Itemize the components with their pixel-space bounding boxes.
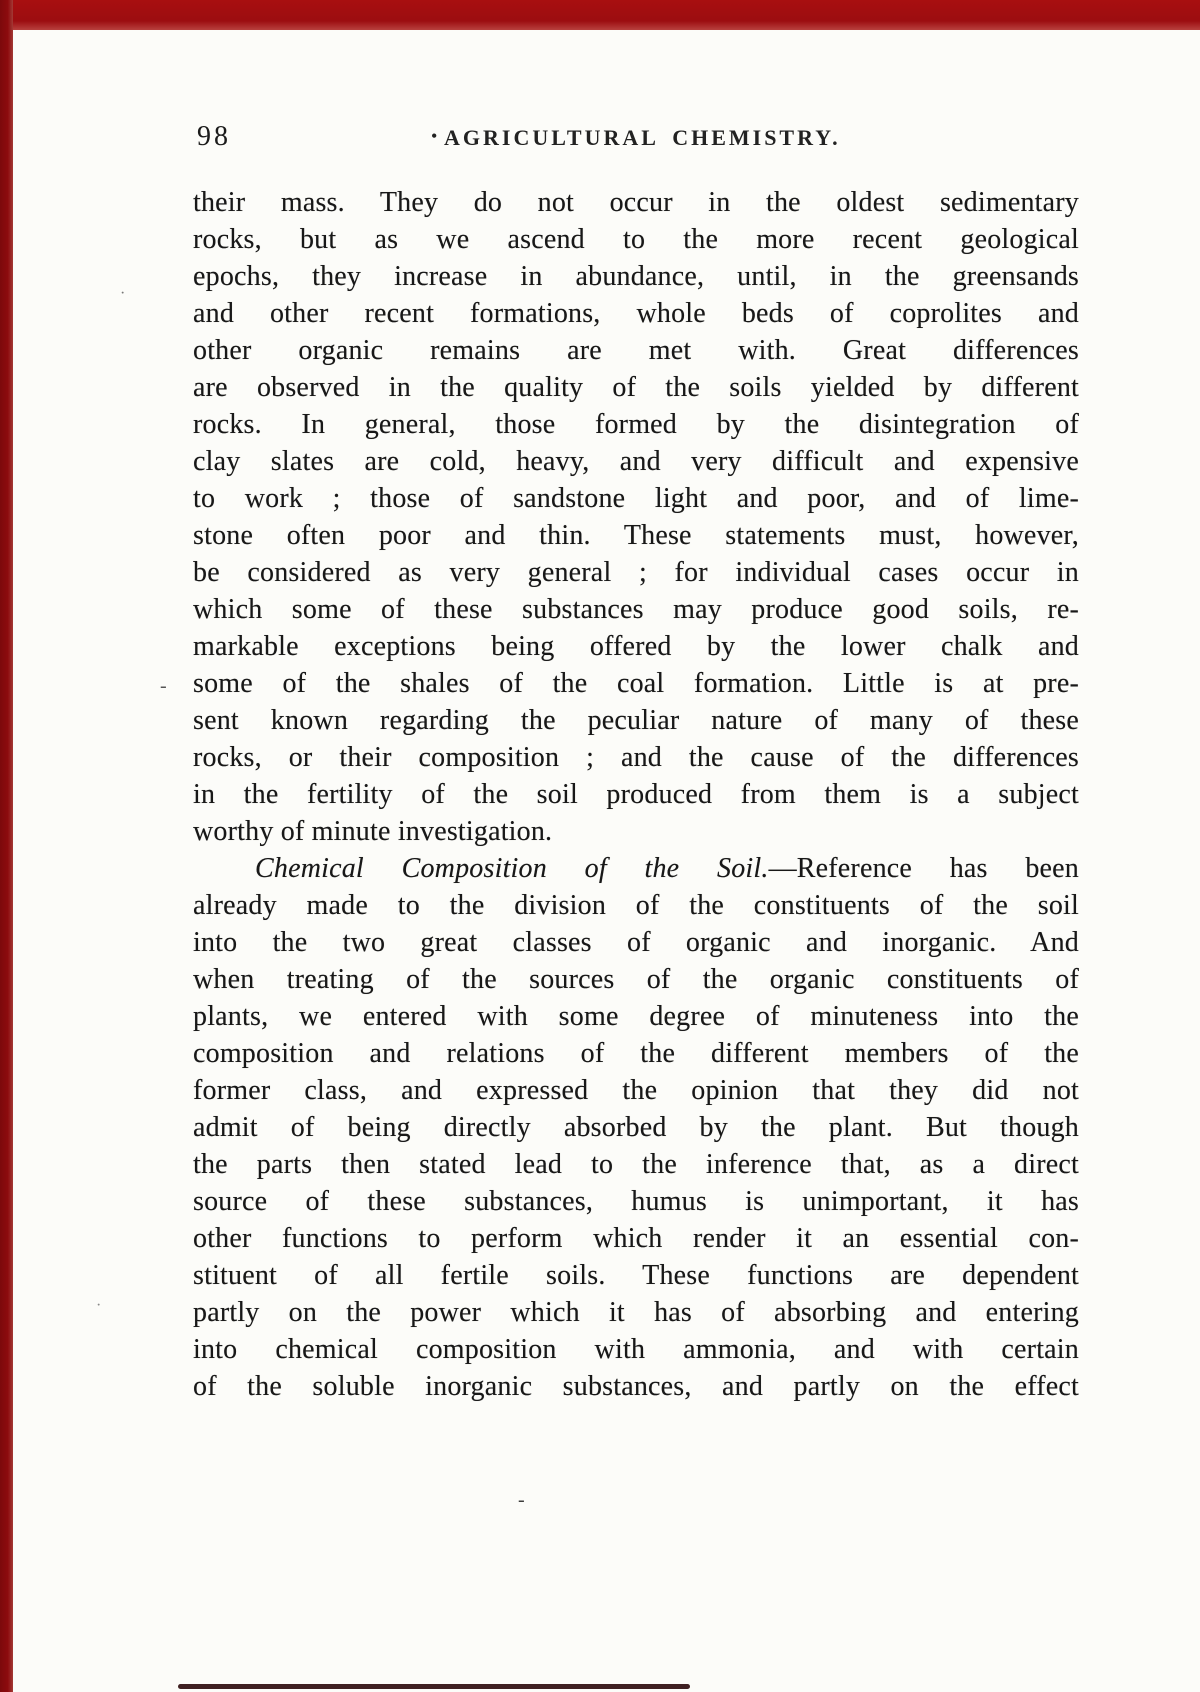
text-line: plants, we entered with some degree of minuteness into the [193, 1001, 1079, 1032]
text-line: when treating of the sources of the organic constituents of [193, 964, 1079, 995]
text-line: and other recent formations, whole beds of coprolites and [193, 298, 1079, 329]
text-line: rocks, but as we ascend to the more recent geological [193, 224, 1079, 255]
scan-artifact: · [120, 285, 126, 302]
text-line: already made to the division of the constituents of the soil [193, 890, 1079, 921]
text-line: other functions to perform which render it an essential con- [193, 1223, 1079, 1254]
text-line: their mass. They do not occur in the oldest sedimentary [193, 187, 1079, 218]
text-line: epochs, they increase in abundance, until, in the greensands [193, 261, 1079, 292]
text-line: into the two great classes of organic and inorganic. And [193, 927, 1079, 958]
line-text: —Reference has been [768, 853, 1079, 884]
text-line: worthy of minute investigation. [193, 816, 553, 847]
text-line: rocks, or their composition ; and the cause of the differences [193, 742, 1079, 773]
text-line: former class, and expressed the opinion that they did not [193, 1075, 1079, 1106]
text-line: which some of these substances may produce good soils, re- [193, 594, 1079, 625]
text-line: are observed in the quality of the soils yielded by different [193, 372, 1079, 403]
page-number: 98 [197, 121, 231, 152]
text-line: partly on the power which it has of absorbing and entering [193, 1297, 1079, 1328]
scan-edge-top-band [0, 0, 1200, 30]
body-text [193, 184, 1079, 1405]
text-line: source of these substances, humus is unimportant, it has [193, 1186, 1079, 1217]
page-header [193, 120, 1079, 156]
text-line: clay slates are cold, heavy, and very difficult and expensive [193, 446, 1079, 477]
text-line: stone often poor and thin. These statements must, however, [193, 520, 1079, 551]
scan-artifact: · [96, 1297, 102, 1314]
text-line: rocks. In general, those formed by the disintegration of [193, 409, 1079, 440]
text-line: be considered as very general ; for individual cases occur in [193, 557, 1079, 588]
text-line: markable exceptions being offered by the lower chalk and [193, 631, 1079, 662]
text-line: other organic remains are met with. Great differences [193, 335, 1079, 366]
running-head-title: AGRICULTURAL CHEMISTRY. [444, 125, 841, 150]
scan-artifact: - [160, 675, 167, 697]
text-line: of the soluble inorganic substances, and partly on the effect [193, 1371, 1079, 1402]
text-line [193, 850, 1079, 887]
text-line: some of the shales of the coal formation. Little is at pre- [193, 668, 1079, 699]
scan-edge-left-band [0, 0, 13, 1692]
italic-lead: Chemical Composition of the Soil. [255, 853, 769, 884]
text-line: the parts then stated lead to the inference that, as a direct [193, 1149, 1079, 1180]
scan-artifact: - [518, 1489, 525, 1511]
text-line: stituent of all fertile soils. These functions are dependent [193, 1260, 1079, 1291]
running-head [193, 125, 1079, 151]
header-bullet-mark: • [431, 128, 441, 145]
text-line: into chemical composition with ammonia, and with certain [193, 1334, 1079, 1365]
text-line: to work ; those of sandstone light and poor, and of lime- [193, 483, 1079, 514]
scan-edge-bottom-line [178, 1684, 690, 1689]
text-line: admit of being directly absorbed by the plant. But though [193, 1112, 1079, 1143]
text-line: composition and relations of the different members of the [193, 1038, 1079, 1069]
text-line: sent known regarding the peculiar nature of many of these [193, 705, 1079, 736]
text-line: in the fertility of the soil produced from them is a subject [193, 779, 1079, 810]
